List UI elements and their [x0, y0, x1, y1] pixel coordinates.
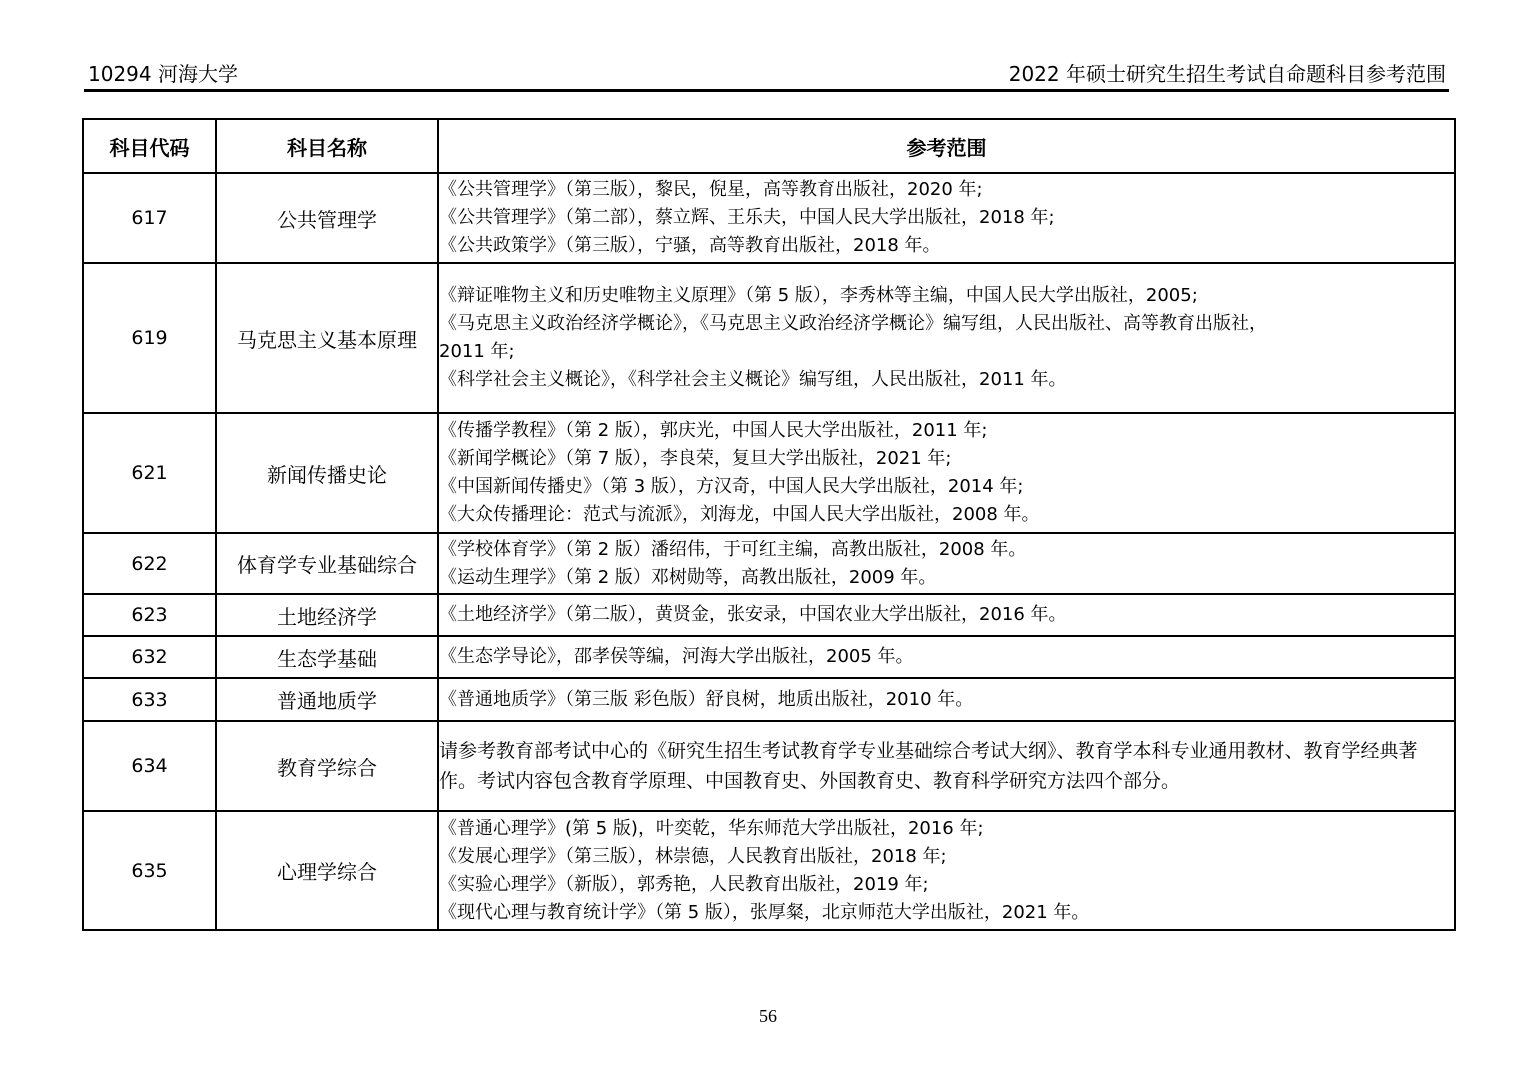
column-header-references: 参考范围 [438, 119, 1455, 173]
subject-code: 617 [83, 173, 216, 263]
subject-name: 心理学综合 [216, 811, 438, 930]
table-row [83, 811, 1455, 930]
reference-item: 《公共管理学》（第三版），黎民，倪星，高等教育出版社，2020 年; [439, 179, 983, 200]
header-rule [84, 89, 1449, 92]
reference-list [438, 263, 1455, 413]
page-number: 56 [759, 1006, 777, 1026]
subject-name: 体育学专业基础综合 [216, 533, 438, 594]
reference-item: 《土地经济学》（第二版），黄贤金，张安录，中国农业大学出版社，2016 年。 [439, 604, 1067, 625]
subject-code: 621 [83, 413, 216, 533]
subject-name: 新闻传播史论 [216, 413, 438, 533]
table-row [83, 636, 1455, 678]
table-row [83, 721, 1455, 811]
subject-code: 632 [83, 636, 216, 678]
reference-item: 《新闻学概论》（第 7 版），李良荣，复旦大学出版社，2021 年; [439, 448, 952, 469]
reference-item: 《公共政策学》（第三版），宁骚，高等教育出版社，2018 年。 [439, 235, 941, 256]
subject-code: 622 [83, 533, 216, 594]
reference-item: 《辩证唯物主义和历史唯物主义原理》（第 5 版），李秀林等主编，中国人民大学出版社，2005; [439, 285, 1198, 306]
subject-name: 普通地质学 [216, 678, 438, 721]
subject-name: 教育学综合 [216, 721, 438, 811]
table-row [83, 678, 1455, 721]
table-row [83, 533, 1455, 594]
reference-item: 《普通心理学》(第 5 版)，叶奕乾，华东师范大学出版社，2016 年; [439, 817, 984, 839]
subject-name: 马克思主义基本原理 [216, 263, 438, 413]
subject-code: 623 [83, 594, 216, 636]
reference-item: 《马克思主义政治经济学概论》，《马克思主义政治经济学概论》编写组，人民出版社、高等教育出版社， [439, 313, 1267, 334]
subject-code: 619 [83, 263, 216, 413]
reference-item: 《中国新闻传播史》（第 3 版），方汉奇，中国人民大学出版社，2014 年; [439, 476, 1024, 497]
reference-item: 《传播学教程》（第 2 版），郭庆光，中国人民大学出版社，2011 年; [439, 420, 988, 441]
reference-list [438, 594, 1455, 636]
subject-code: 633 [83, 678, 216, 721]
table-header-row [83, 119, 1455, 173]
subject-name: 土地经济学 [216, 594, 438, 636]
header-institution: 10294 河海大学 [88, 62, 238, 86]
reference-item: 《普通地质学》（第三版 彩色版）舒良树，地质出版社，2010 年。 [439, 688, 974, 710]
reference-item: 《实验心理学》（新版），郭秀艳，人民教育出版社，2019 年; [439, 873, 929, 895]
reference-list [438, 811, 1455, 930]
subject-name: 生态学基础 [216, 636, 438, 678]
reference-list [438, 533, 1455, 594]
reference-item: 《学校体育学》（第 2 版）潘绍伟，于可红主编，高教出版社，2008 年。 [439, 538, 1027, 560]
subject-code: 634 [83, 721, 216, 811]
reference-list [438, 678, 1455, 721]
reference-item: 《生态学导论》，邵孝侯等编，河海大学出版社，2005 年。 [439, 646, 914, 667]
table-row [83, 413, 1455, 533]
reference-table [82, 118, 1456, 931]
reference-list [438, 721, 1455, 811]
table-row [83, 263, 1455, 413]
reference-item: 《大众传播理论：范式与流派》，刘海龙，中国人民大学出版社，2008 年。 [439, 504, 1040, 525]
reference-list [438, 413, 1455, 533]
table-row [83, 173, 1455, 263]
table-row [83, 594, 1455, 636]
column-header-name: 科目名称 [216, 119, 438, 173]
reference-item: 《发展心理学》（第三版），林崇德，人民教育出版社，2018 年; [439, 845, 947, 867]
reference-item: 请参考教育部考试中心的《研究生招生考试教育学专业基础综合考试大纲》、教育学本科专业通用教材、教育学经典著作。考试内容包含教育学原理、中国教育史、外国教育史、教育科学研究方法四个部分。 [439, 740, 1418, 792]
reference-item: 《运动生理学》（第 2 版）邓树勋等，高教出版社，2009 年。 [439, 566, 937, 588]
subject-code: 635 [83, 811, 216, 930]
reference-item: 《科学社会主义概论》，《科学社会主义概论》编写组，人民出版社，2011 年。 [439, 369, 1067, 390]
reference-list [438, 173, 1455, 263]
reference-item: 《公共管理学》（第二部），蔡立辉、王乐夫，中国人民大学出版社，2018 年; [439, 207, 1055, 228]
reference-list [438, 636, 1455, 678]
reference-item: 2011 年; [439, 341, 515, 362]
subject-name: 公共管理学 [216, 173, 438, 263]
column-header-code: 科目代码 [83, 119, 216, 173]
reference-item: 《现代心理与教育统计学》（第 5 版），张厚粲，北京师范大学出版社，2021 年。 [439, 901, 1090, 923]
header-document-title: 2022 年硕士研究生招生考试自命题科目参考范围 [1008, 62, 1446, 86]
